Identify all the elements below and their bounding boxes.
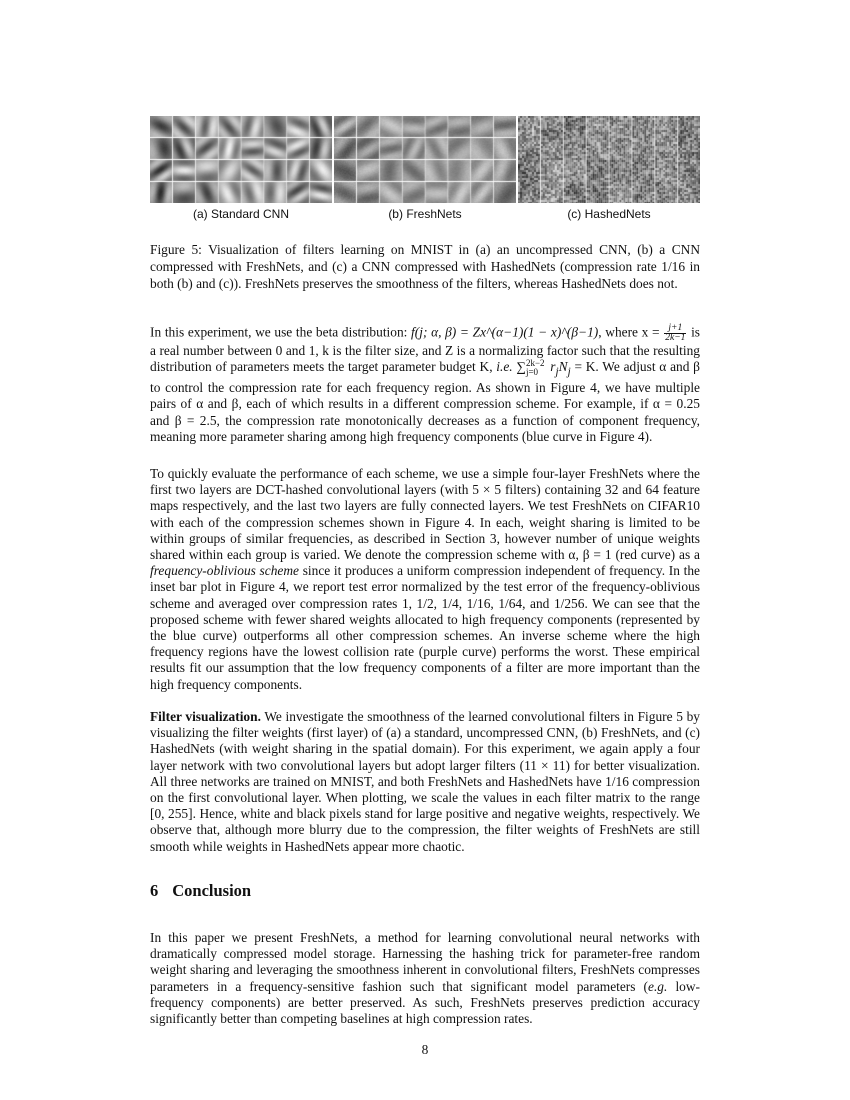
run-in-heading: Filter visualization. (150, 709, 261, 724)
fraction: $\frac{j+1}{2k-1}$ (665, 323, 686, 343)
filter-grid-hashednets (518, 116, 700, 203)
panel-label: (a) Standard CNN (192, 207, 290, 221)
panel-hashednets (518, 116, 700, 221)
paragraph-scheme-evaluation: To quickly evaluate the performance of each scheme, we use a simple four-layer FreshNets where the first two layers are DCT-hashed convolutional layers (with 5 × 5 filters) containing 32 and 64 feature maps respectively, and the last two layers are fully connected layers. We test FreshNets on CIFAR10 with each of the compression schemes shown in Figure 4. In each, weight sharing is limited to be within groups of similar frequencies, as described in Section 3, however number of unique weights shared within each group is varied. We denote the compression scheme with α, β = 1 (red curve) as a frequency-oblivious scheme since it produces a uniform compression independent of frequency. In the inset bar plot in Figure 4, we report test error normalized by the test error of the frequency-oblivious scheme and averaged over compression rates 1, 1/2, 1/4, 1/16, 1/64, and 1/256. We can see that the proposed scheme with fewer shared weights allocated to high frequency components (represented by the blue curve) outperforms all other compression schemes. An inverse scheme where the high frequency regions have the lowest collision rate (purple curve) performs the worst. These empirical results fit our assumption that the low frequency components of a filter are more important than the high frequency components. (150, 466, 700, 692)
paragraph-beta-distribution: In this experiment, we use the beta distribution: f(j; α, β) = Zx^(α−1)(1 − x)^(β−1), where x = $\frac{j+1}{2k-1}$ is a real number between 0 and 1, k is the filter size, and Z is a normalizing factor such that the resulting distribution of parameters meets the target parameter budget K, i.e. ∑2k−2 j=0 $r_jN_j = K$. We adjust α and β to control the compression rate for each frequency region. As shown in Figure 4, we have multiple pairs of α and β, each of which results in a different compression scheme. For example, if α = 0.25 and β = 2.5, the compression rate monotonically decreases as a function of component frequency, meaning more parameter sharing among high frequency components (blue curve in Figure 4). (150, 323, 701, 444)
filter-grid-freshnets (334, 116, 516, 203)
paragraph-filter-visualization: Filter visualization. We investigate the smoothness of the learned convolutional filters in Figure 5 by visualizing the filter weights (first layer) of (a) a standard, uncompressed CNN, (b) FreshNets, and (c) HashedNets (with weight sharing in the spatial domain). For this experiment, we again apply a four layer network with two convolutional layers but adopt larger filters (11 × 11) for better visualization. All three networks are trained on MNIST, and both FreshNets and HashedNets have 1/16 compression on the first convolutional layer. When plotting, we scale the values in each filter matrix to the range [0, 255]. Hence, white and black pixels stand for large positive and negative weights, respectively. We observe that, although more blurry due to the compression, the filter weights of FreshNets are still smooth while weights in HashedNets appear more chaotic. (150, 709, 700, 854)
panel-freshnets (334, 116, 516, 221)
sum-limits: 2k−2 j=0 (525, 358, 545, 378)
paragraph-conclusion: In this paper we present FreshNets, a method for learning convolutional neural networks with dramatically compressed model storage. Harnessing the hashing trick for parameter-free random weight sharing and leveraging the smoothness inherent in convolutional filters, FreshNets compresses parameters in a frequency-sensitive fashion such that significant model parameters (e.g. low-frequency components) are better preserved. As such, FreshNets preserves prediction accuracy significantly better than competing baselines at high compression rates. (150, 930, 700, 1027)
figure-5 (150, 116, 700, 224)
panel-standard-cnn (150, 116, 332, 221)
panel-label: (c) HashedNets (567, 207, 651, 221)
emphasis: frequency-oblivious scheme (150, 563, 299, 579)
beta-formula: f(j; α, β) = Zx^(α−1)(1 − x)^(β−1) (411, 324, 599, 340)
section-heading: 6 Conclusion (150, 881, 252, 900)
panel-label: (b) FreshNets (388, 207, 462, 221)
figure-caption: Figure 5: Visualization of filters learning on MNIST in (a) an uncompressed CNN, (b) a CNN compressed with FreshNets, and (c) a CNN compressed with HashedNets (compression rate 1/16 in both (b) and (c)). FreshNets preserves the smoothness of the filters, whereas HashedNets does not. (150, 242, 700, 291)
filter-grid-standard-cnn (150, 116, 332, 203)
page-number: 8 (421, 1042, 429, 1057)
